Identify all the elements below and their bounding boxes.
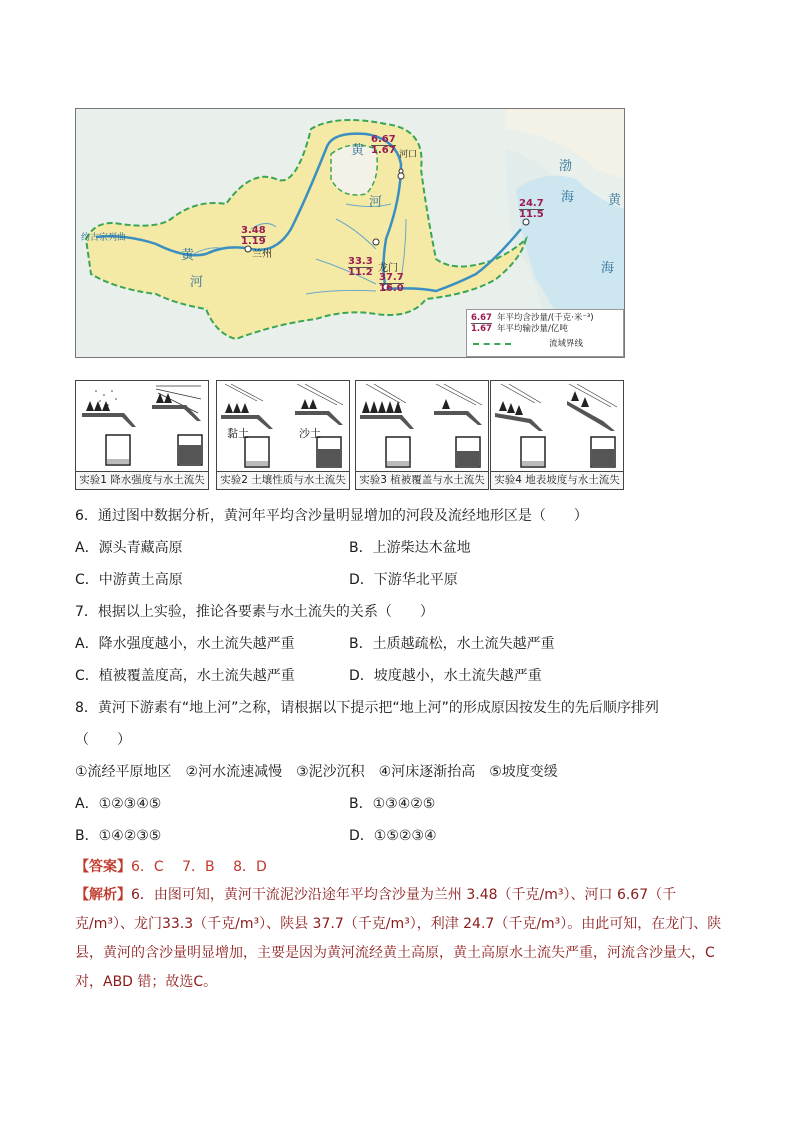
experiment-illustration [76, 381, 208, 473]
experiment-panel-3 [355, 380, 489, 490]
option-7d: D．坡度越小，水土流失越严重 [349, 668, 542, 684]
option-8a: A．①②③④⑤ [75, 796, 162, 812]
experiment-illustration [491, 381, 623, 473]
legend-transport-label: 年平均输沙量/亿吨 [497, 324, 568, 334]
station-lijin: 24.7 11.5 [519, 198, 544, 220]
option-6d: D．下游华北平原 [349, 572, 458, 588]
option-7b: B．土质越疏松，水土流失越严重 [349, 636, 555, 652]
question-8-stem: 8．黄河下游素有“地上河”之称，请根据以下提示把“地上河”的形成原因按发生的先后顺序排列 [75, 700, 659, 716]
question-7-stem: 7．根据以上实验，推论各要素与水土流失的关系（ ） [75, 604, 434, 620]
experiment-panel-4 [490, 380, 624, 490]
station-name: 河口 [399, 150, 418, 160]
question-8-paren: （ ） [75, 732, 131, 748]
sea-label: 海 [561, 190, 575, 205]
option-8d: D．①⑤②③④ [349, 828, 437, 844]
experiment-caption: 实验4 地表坡度与水土流失 [491, 471, 623, 489]
river-label: 黄 [351, 143, 365, 158]
station-name: 龙门 [378, 263, 398, 274]
analysis-tag: 【解析】 [75, 887, 131, 903]
answer-tag: 【答案】 [75, 859, 131, 875]
answer-text: 6．C 7．B 8．D [131, 859, 267, 875]
river-label: 黄 [181, 248, 195, 263]
soil-label-sand: 沙土 [299, 427, 321, 440]
option-8b: B．①③④②⑤ [349, 796, 436, 812]
river-label: 河 [190, 275, 204, 290]
river-label: 河 [369, 195, 383, 210]
option-8c: B．①④②③⑤ [75, 828, 162, 844]
sea-label: 渤 [559, 159, 573, 174]
question-6-stem: 6．通过图中数据分析，黄河年平均含沙量明显增加的河段及流经地形区是（ ） [75, 508, 588, 524]
option-6a: A．源头青藏高原 [75, 540, 183, 556]
option-7a: A．降水强度越小，水土流失越严重 [75, 636, 295, 652]
sea-label: 海 [601, 261, 615, 276]
answer-line [75, 856, 267, 876]
station-lanzhou: 3.48 1.19 [241, 225, 266, 247]
experiment-caption: 实验3 植被覆盖与水土流失 [356, 471, 488, 489]
experiment-illustration [356, 381, 488, 473]
sea-label: 黄 [608, 193, 622, 208]
yellow-river-basin-map [75, 108, 625, 358]
station-shanxian: 37.7 16.0 [379, 272, 404, 294]
option-6c: C．中游黄土高原 [75, 572, 183, 588]
station-hekou: 6.67 1.67 [371, 134, 396, 156]
option-6b: B．上游柴达木盆地 [349, 540, 471, 556]
map-legend: 6.67 1.67 年平均含沙量/(千克·米⁻³) 年平均输沙量/亿吨 流域界线 [466, 309, 624, 357]
station-longmen: 33.3 11.2 [348, 256, 373, 278]
legend-sand-label: 年平均含沙量/(千克·米⁻³) [497, 313, 594, 323]
experiment-panel-1 [75, 380, 209, 490]
option-7c: C．植被覆盖度高，水土流失越严重 [75, 668, 295, 684]
legend-boundary-line [473, 343, 511, 345]
analysis-paragraph [75, 881, 735, 997]
station-name: 兰州 [252, 249, 272, 260]
soil-label-clay: 黏土 [227, 427, 249, 440]
source-label: 约古宗列曲 [81, 233, 127, 243]
legend-boundary-label: 流域界线 [549, 339, 584, 349]
experiment-panel-2 [216, 380, 350, 490]
question-8-hints: ①流经平原地区 ②河水流速减慢 ③泥沙沉积 ④河床逐渐抬高 ⑤坡度变缓 [75, 764, 558, 780]
experiment-caption: 实验2 土壤性质与水土流失 [217, 471, 349, 489]
analysis-text: 6．由图可知，黄河干流泥沙沿途年平均含沙量为兰州 3.48（千克/m³）、河口 6.67（千克/m³）、龙门33.3（千克/m³）、陕县 37.7（千克/m³），利津 24.7（千克/m³）。由此可知，在龙门、陕县，黄河的含沙量明显增加，主要是因为黄河流经黄土高原，黄土高原水土流失严重，河流含沙量大，C 对，ABD 错；故选C。 [75, 887, 722, 990]
experiment-caption: 实验1 降水强度与水土流失 [76, 471, 208, 489]
